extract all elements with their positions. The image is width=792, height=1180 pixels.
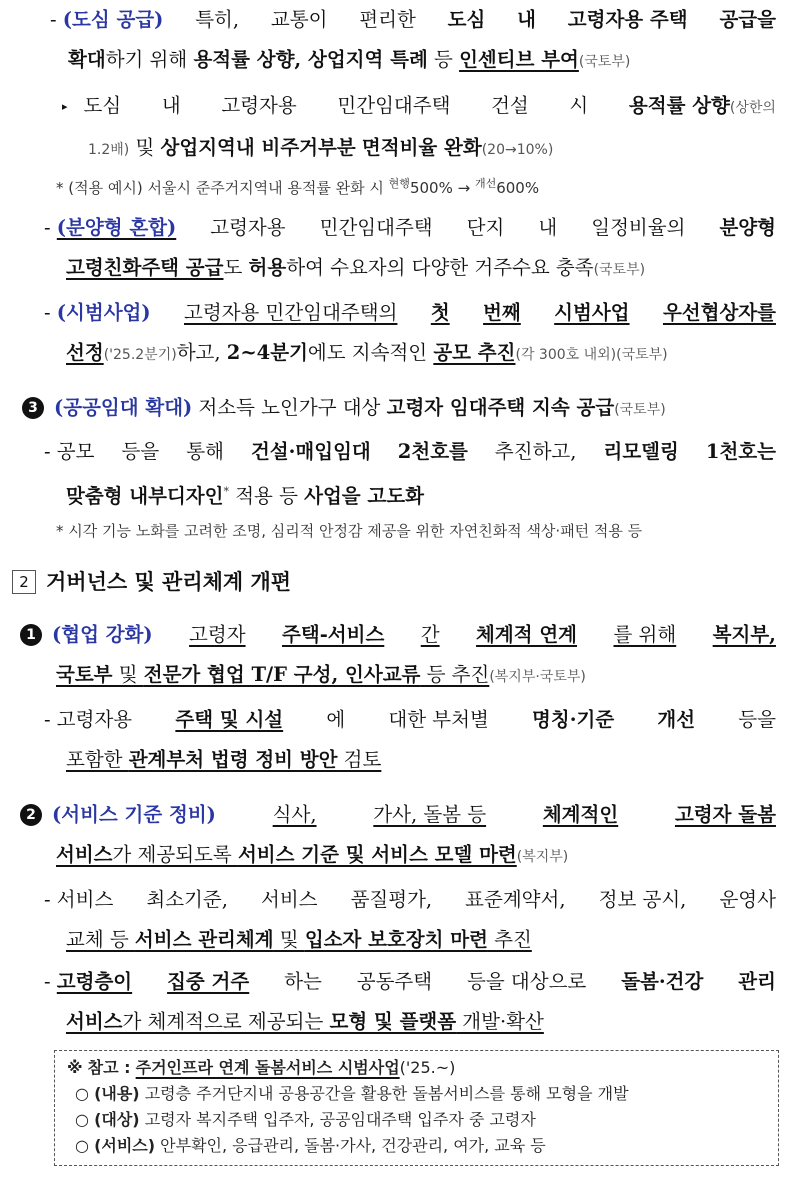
circle-bullet-icon: ○	[75, 1084, 89, 1103]
circled-number-icon: 1	[20, 624, 42, 646]
circled-number-icon: 3	[22, 397, 44, 419]
item-care-platform: - 고령층이 집중 거주 하는 공동주택 등을 대상으로 돌봄·건강 관리 서비스가 체계적으로 제공되는 모형 및 플랫폼 개발·확산	[44, 970, 776, 1033]
example-note: * (적용 예시) 서울시 준주거지역내 용적률 완화 시 $^{현행}$500% → $^{개선}$600%	[56, 177, 540, 197]
section-2-governance: 2 거버넌스 및 관리체계 개편	[12, 562, 792, 603]
design-footnote: * 시각 기능 노화를 고려한 조명, 심리적 안정감 제공을 위한 자연친화적 색상·패턴 적용 등	[56, 522, 643, 540]
item-heading: (도심 공급)	[62, 8, 164, 31]
circle-bullet-icon: ○	[75, 1110, 89, 1129]
triangle-bullet-icon: ▸	[62, 100, 68, 113]
item-collaboration: 1 (협업 강화) 고령자 주택-서비스 간 체계적 연계 를 위해 복지부, 국토부 및 전문가 협업 T/F 구성, 인사교류 등 추진(복지부·국토부)	[20, 615, 776, 697]
circled-number-icon: 2	[20, 804, 42, 826]
item-pilot: - (시범사업) 고령자용 민간임대주택의 첫 번째 시범사업 우선협상자를 선정('25.2분기)하고, 2~4분기에도 지속적인 공모 추진(각 300호 내외)(국토부)	[44, 301, 776, 364]
item-urban-supply: - (도심 공급) 특히, 교통이 편리한 도심 내 고령자용 주택 공급을 확대하기 위해 용적률 상향, 상업지역 특례 등 인센티브 부여(국토부)	[50, 8, 776, 71]
boxed-number-icon: 2	[12, 570, 36, 594]
item-service-management: - 서비스 최소기준, 서비스 품질평가, 표준계약서, 정보 공시, 운영사 교체 등 서비스 관리체계 및 입소자 보호장치 마련 추진	[44, 888, 776, 951]
item-public-offer: - 공모 등을 통해 건설·매입임대 2천호를 추진하고, 리모델링 1천호는 맞춤형 내부디자인* 적용 등 사업을 고도화	[44, 440, 776, 508]
bullet-dash: -	[50, 8, 63, 31]
reference-row-content: ○ (내용) 고령층 주거단지내 공용공간을 활용한 돌봄서비스를 통해 모형을 개발	[75, 1084, 629, 1103]
item-sale-mix: - (분양형 혼합) 고령자용 민간임대주택 단지 내 일정비율의 분양형 고령친화주택 공급도 허용하여 수요자의 다양한 거주수요 충족(국토부)	[44, 216, 776, 279]
circle-bullet-icon: ○	[75, 1136, 89, 1155]
reference-title: ※ 참고 : 주거인프라 연계 돌봄서비스 시범사업('25.~)	[67, 1058, 456, 1077]
item-service-standards: 2 (서비스 기준 정비) 식사, 가사, 돌봄 등 체계적인 고령자 돌봄 서비스가 제공되도록 서비스 기준 및 서비스 모델 마련(복지부)	[20, 795, 776, 877]
sub-item-far-bonus: ▸ 도심 내 고령자용 민간임대주택 건설 시 용적률 상향(상한의 1.2배) 및 상업지역내 비주거부분 면적비율 완화(20→10%)	[62, 94, 776, 159]
reference-row-services: ○ (서비스) 안부확인, 응급관리, 돌봄·가사, 건강관리, 여가, 교육 등	[75, 1136, 546, 1155]
reference-row-target: ○ (대상) 고령자 복지주택 입주자, 공공임대주택 입주자 중 고령자	[75, 1110, 536, 1129]
reference-box	[54, 1050, 779, 1166]
item-naming-standards: - 고령자용 주택 및 시설 에 대한 부처별 명칭·기준 개선 등을 포함한 관계부처 법령 정비 방안 검토	[44, 708, 776, 771]
section-3-public-rental: 3 (공공임대 확대) 저소득 노인가구 대상 고령자 임대주택 지속 공급(국토부)	[22, 388, 792, 430]
